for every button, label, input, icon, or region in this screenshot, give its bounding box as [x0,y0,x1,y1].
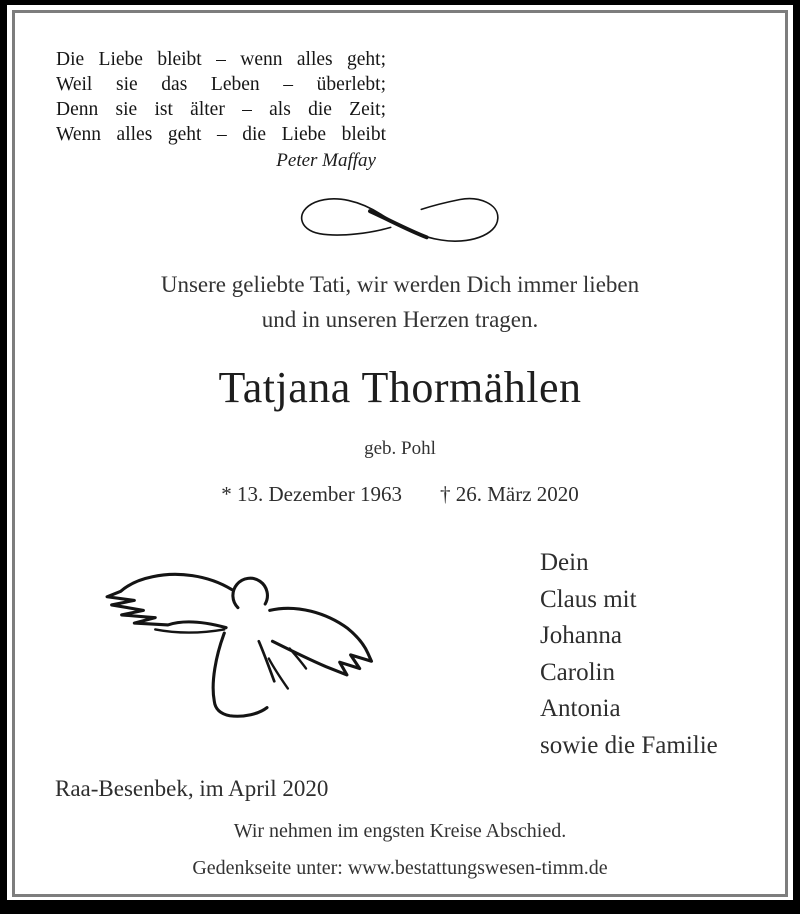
infinity-icon [289,190,505,254]
maiden-name: geb. Pohl [364,438,436,459]
scan-edge-top [0,0,800,5]
farewell-line: Wir nehmen im engsten Kreise Abschied. [233,820,567,842]
dedication-line-1: Unsere geliebte Tati, wir werden Dich immer lieben [160,272,640,297]
angel-icon [88,552,406,736]
mourners-list [540,545,718,764]
poem-line-4: Wenn alles geht – die Liebe bleibt [56,124,386,145]
mourner-name: Dein [540,549,589,576]
mourner-name: Claus mit [540,585,637,613]
birth-date: * 13. Dezember 1963 [221,482,402,506]
mourner-name: sowie die Familie [540,731,718,759]
deceased-name: Tatjana Thormählen [218,363,582,412]
mourner-name: Antonia [540,695,621,722]
dedication-line-2: und in unseren Herzen tragen. [261,307,539,332]
poem-block [56,47,386,147]
poem-line-2: Weil sie das Leben – überlebt; [56,74,386,95]
mourner-name: Carolin [540,658,615,686]
poem-line-3: Denn sie ist älter – als die Zeit; [56,99,386,120]
place-date-line: Raa-Besenbek, im April 2020 [55,776,329,801]
mourner-name: Johanna [540,622,622,649]
death-date: † 26. März 2020 [439,482,579,506]
scan-edge-bottom [0,900,800,914]
memorial-site-line: Gedenkseite unter: www.bestattungswesen-timm.de [192,857,608,879]
life-dates [0,482,800,507]
poem-author: Peter Maffay [276,150,376,171]
poem-line-1: Die Liebe bleibt – wenn alles geht; [56,49,386,70]
